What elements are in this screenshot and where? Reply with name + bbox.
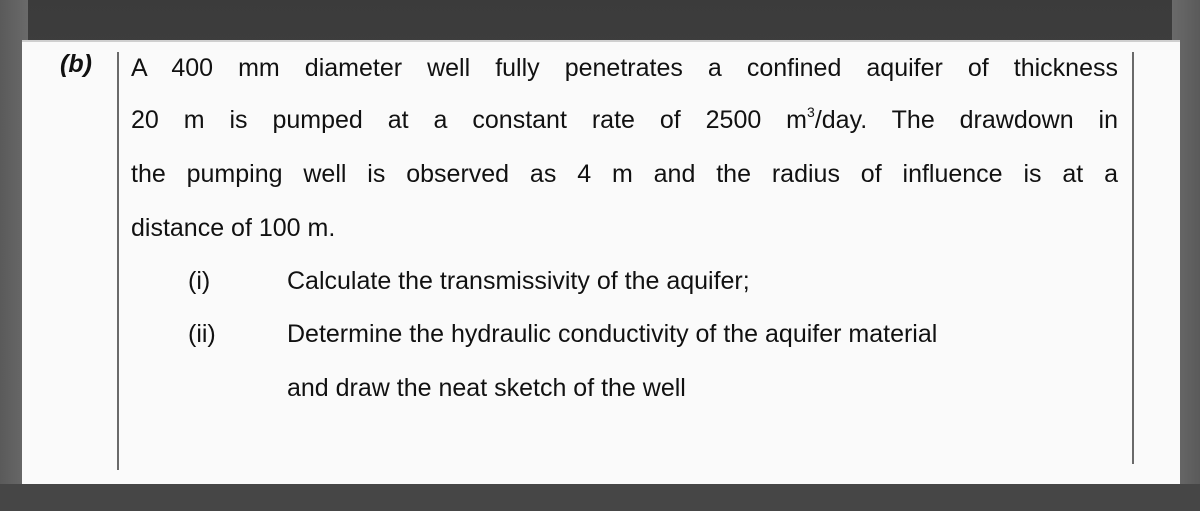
question-line-4: distance of 100 m. [131,214,336,242]
line-2-part-b: /day. The drawdown in [814,106,1118,134]
item-i-text: Calculate the transmissivity of the aquifer; [287,267,750,295]
right-column-divider [1132,52,1134,464]
line-2-part-a: 20 m is pumped at a constant rate of 2500 m [131,106,808,134]
item-ii-number: (ii) [188,320,216,348]
left-column-divider [117,52,119,470]
superscript-3: 3 [807,104,815,120]
question-line-3: the pumping well is observed as 4 m and the radius of influence is at a [131,160,1118,188]
item-i-number: (i) [188,267,211,295]
item-ii-text: Determine the hydraulic conductivity of the aquifer material [287,320,938,348]
bottom-background [0,484,1200,511]
question-label: (b) [60,50,92,78]
item-ii-text-continued: and draw the neat sketch of the well [287,374,686,402]
question-line-1: A 400 mm diameter well fully penetrates a confined aquifer of thickness [131,54,1118,82]
question-line-2 [131,106,1118,135]
